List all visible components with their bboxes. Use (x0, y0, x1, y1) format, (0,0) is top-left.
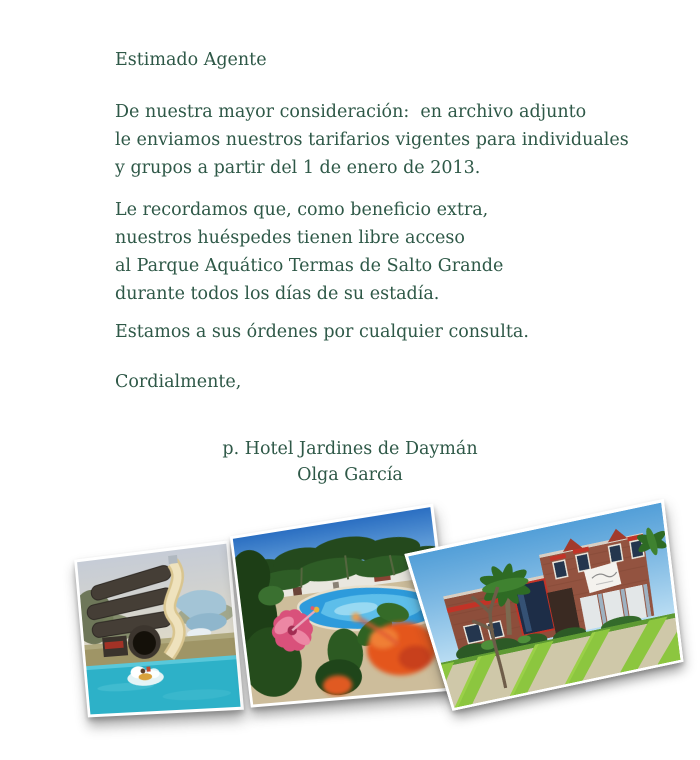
signature-block (0, 436, 700, 488)
water-park-photo (74, 540, 244, 717)
letter-line: De nuestra mayor consideración: en archivo adjunto (115, 102, 587, 122)
letter-line: Le recordamos que, como beneficio extra, (115, 200, 489, 220)
letter-line: le enviamos nuestros tarifarios vigentes para individuales (115, 130, 629, 150)
letter-line: y grupos a partir del 1 de enero de 2013. (115, 158, 481, 178)
signature-hotel: p. Hotel Jardines de Daymán (222, 439, 478, 459)
signature-name: Olga García (297, 465, 403, 485)
letter-line: nuestros huéspedes tienen libre acceso (115, 228, 465, 248)
letter-line: al Parque Aquático Termas de Salto Grande (115, 256, 504, 276)
closing: Cordialmente, (115, 372, 242, 392)
water-park-photo-art (77, 544, 240, 715)
letter-line: durante todos los días de su estadía. (115, 284, 440, 304)
salutation: Estimado Agente (115, 50, 267, 70)
hotel-building-photo (404, 499, 683, 711)
hotel-building-photo-art (408, 503, 680, 708)
paragraph-contact: Estamos a sus órdenes por cualquier consulta. (115, 322, 529, 342)
paragraph-tariffs (115, 98, 629, 182)
paragraph-benefit (115, 196, 503, 308)
